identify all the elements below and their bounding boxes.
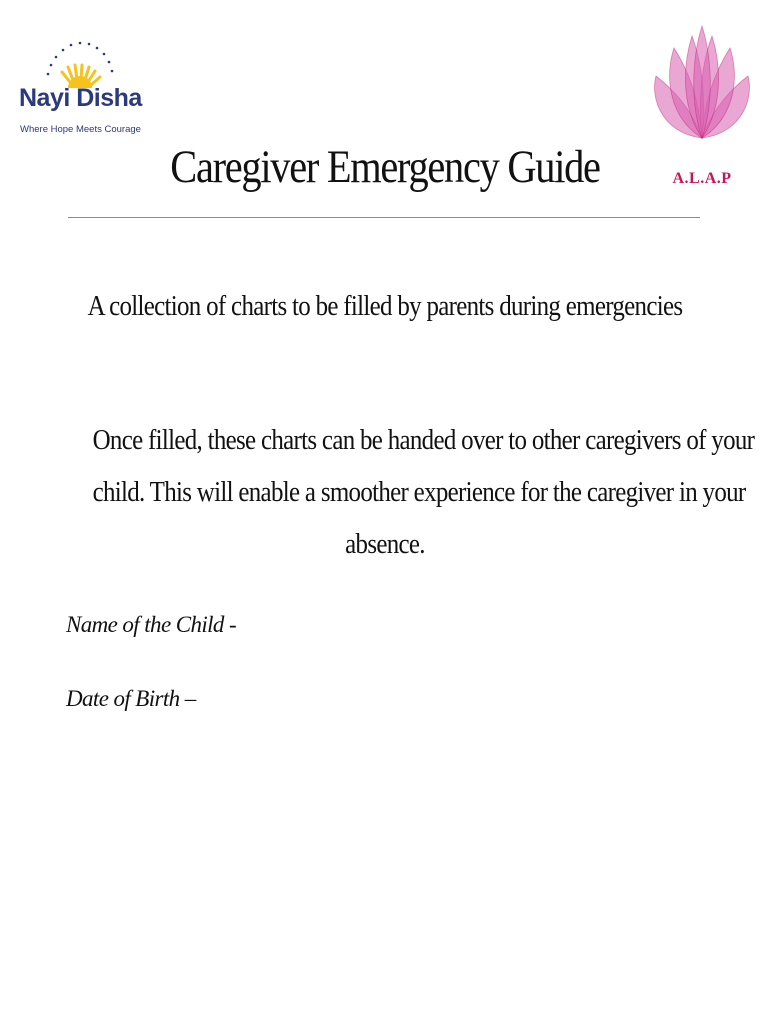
alap-brand-name: A.L.A.P xyxy=(672,170,732,187)
description-line: absence. xyxy=(345,528,425,560)
document-description xyxy=(45,414,755,570)
title-divider xyxy=(68,217,700,218)
nayi-disha-brand-name: Nayi Disha xyxy=(19,84,142,112)
document-subtitle: A collection of charts to be filled by parents during emergencies xyxy=(87,290,683,322)
nayi-disha-logo xyxy=(18,36,142,140)
child-name-label: Name of the Child - xyxy=(66,612,237,637)
date-of-birth-label: Date of Birth – xyxy=(66,686,196,711)
description-line: Once filled, these charts can be handed over to other caregivers of your xyxy=(92,424,755,456)
document-title: Caregiver Emergency Guide xyxy=(170,141,600,193)
nayi-disha-tagline: Where Hope Meets Courage xyxy=(20,124,141,135)
description-line: child. This will enable a smoother experience for the caregiver in your xyxy=(92,476,746,508)
